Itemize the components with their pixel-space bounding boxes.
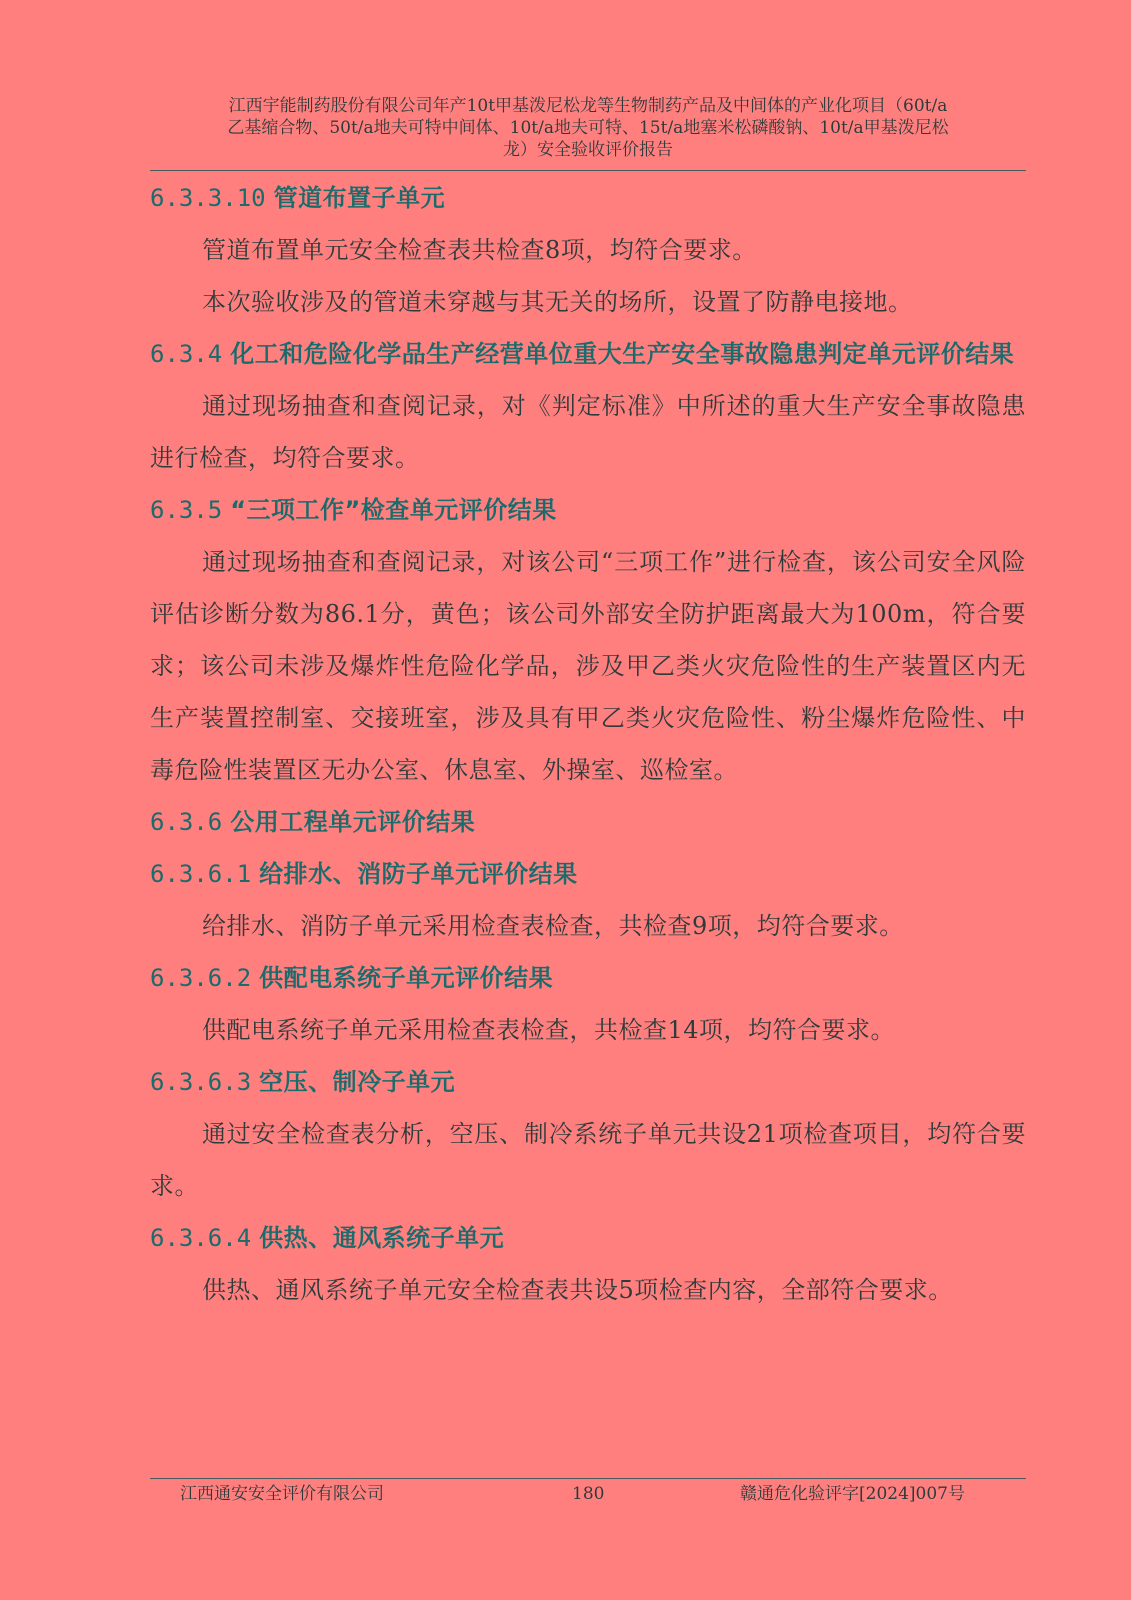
paragraph: 通过现场抽查和查阅记录，对该公司“三项工作”进行检查，该公司安全风险评估诊断分数为86.1分，黄色；该公司外部安全防护距离最大为100m，符合要求；该公司未涉及爆炸性危险化学品，涉及甲乙类火灾危险性的生产装置区内无生产装置控制室、交接班室，涉及具有甲乙类火灾危险性、粉尘爆炸危险性、中毒危险性装置区无办公室、休息室、外操室、巡检室。 <box>150 548 1026 784</box>
document-number: 赣通危化验评字[2024]007号 <box>740 1484 965 1504</box>
paragraph: 通过安全检查表分析，空压、制冷系统子单元共设21项检查项目，均符合要求。 <box>150 1120 1026 1200</box>
footer-divider <box>150 1478 1026 1479</box>
section-number: 6.3.5 <box>150 496 223 524</box>
section-title: 给排水、消防子单元评价结果 <box>259 860 578 888</box>
header-line-1: 江西宇能制药股份有限公司年产10t甲基泼尼松龙等生物制药产品及中间体的产业化项目（60t/a <box>228 96 948 116</box>
section-heading <box>150 952 1026 1004</box>
paragraph: 本次验收涉及的管道未穿越与其无关的场所，设置了防静电接地。 <box>202 288 913 316</box>
footer-company: 江西通安安全评价有限公司 <box>180 1484 384 1504</box>
section-number: 6.3.3.10 <box>150 184 266 212</box>
section-heading <box>150 328 1026 380</box>
document-body <box>150 172 1026 1316</box>
section-title: 管道布置子单元 <box>273 184 446 212</box>
section-heading <box>150 796 1026 848</box>
section-number: 6.3.6.3 <box>150 1068 252 1096</box>
section-number: 6.3.6.2 <box>150 964 252 992</box>
section-number: 6.3.6.1 <box>150 860 252 888</box>
paragraph: 通过现场抽查和查阅记录，对《判定标准》中所述的重大生产安全事故隐患进行检查，均符合要求。 <box>150 392 1026 472</box>
section-title: 供配电系统子单元评价结果 <box>259 964 554 992</box>
section-number: 6.3.4 <box>150 340 223 368</box>
section-title: 空压、制冷子单元 <box>259 1068 456 1096</box>
section-heading <box>150 172 1026 224</box>
header-divider <box>150 170 1026 171</box>
page-number: 180 <box>572 1484 605 1504</box>
section-title: 供热、通风系统子单元 <box>259 1224 505 1252</box>
section-heading <box>150 1056 1026 1108</box>
paragraph: 供热、通风系统子单元安全检查表共设5项检查内容，全部符合要求。 <box>202 1276 953 1304</box>
section-number: 6.3.6 <box>150 808 223 836</box>
header-line-2: 乙基缩合物、50t/a地夫可特中间体、10t/a地夫可特、15t/a地塞米松磷酸钠、10t/a甲基泼尼松 <box>227 118 949 138</box>
page-header <box>150 95 1026 161</box>
section-heading <box>150 484 1026 536</box>
paragraph: 给排水、消防子单元采用检查表检查，共检查9项，均符合要求。 <box>202 912 904 940</box>
section-number: 6.3.6.4 <box>150 1224 252 1252</box>
section-title: “三项工作”检查单元评价结果 <box>230 496 557 524</box>
section-heading <box>150 848 1026 900</box>
paragraph: 管道布置单元安全检查表共检查8项，均符合要求。 <box>202 236 757 264</box>
header-line-3: 龙）安全验收评价报告 <box>503 140 673 160</box>
paragraph: 供配电系统子单元采用检查表检查，共检查14项，均符合要求。 <box>202 1016 896 1044</box>
section-heading <box>150 1212 1026 1264</box>
section-title: 公用工程单元评价结果 <box>230 808 476 836</box>
section-title: 化工和危险化学品生产经营单位重大生产安全事故隐患判定单元评价结果 <box>230 340 1015 368</box>
